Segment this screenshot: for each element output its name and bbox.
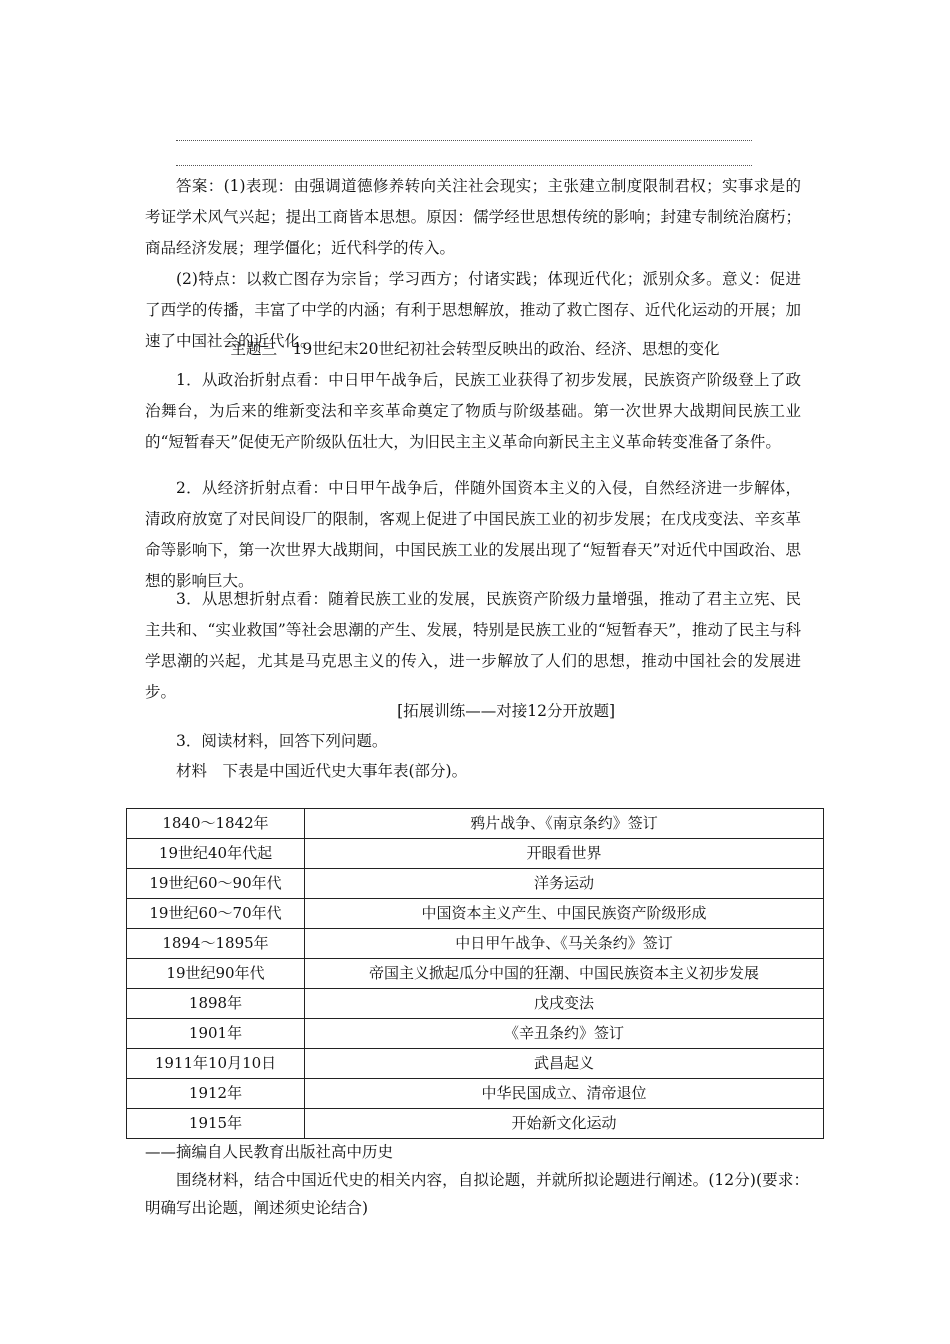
table-row [127, 989, 824, 1019]
table-cell-event: 中国资本主义产生、中国民族资产阶级形成 [305, 899, 824, 929]
table-cell-time: 19世纪40年代起 [127, 839, 305, 869]
table-cell-time: 1912年 [127, 1079, 305, 1109]
table-row [127, 839, 824, 869]
table-cell-time: 1915年 [127, 1109, 305, 1139]
theme-point-3: 3．从思想折射点看：随着民族工业的发展，民族资产阶级力量增强，推动了君主立宪、民主共和、“实业救国”等社会思潮的产生、发展，特别是民族工业的“短暂春天”，推动了民主与科学思潮的兴起，尤其是马克思主义的传入，进一步解放了人们的思想，推动中国社会的发展进步。 [145, 590, 801, 701]
table-row [127, 899, 824, 929]
table-row [127, 929, 824, 959]
table-row [127, 1019, 824, 1049]
chronology-table [126, 808, 824, 1139]
table-cell-event: 洋务运动 [305, 869, 824, 899]
table-cell-time: 1894～1895年 [127, 929, 305, 959]
table-cell-event: 武昌起义 [305, 1049, 824, 1079]
table-cell-time: 19世纪60～90年代 [127, 869, 305, 899]
answer-part-2: (2)特点：以救亡图存为宗旨；学习西方；付诸实践；体现近代化；派别众多。意义：促进了西学的传播，丰富了中学的内涵；有利于思想解放，推动了救亡图存、近代化运动的开展；加速了中国社会的近代化。 [145, 270, 801, 350]
theme-point-1: 1．从政治折射点看：中日甲午战争后，民族工业获得了初步发展，民族资产阶级登上了政治舞台，为后来的维新变法和辛亥革命奠定了物质与阶级基础。第一次世界大战期间民族工业的“短暂春天”促使无产阶级队伍壮大，为旧民主主义革命向新民主主义革命转变准备了条件。 [145, 371, 801, 451]
table-cell-event: 开始新文化运动 [305, 1109, 824, 1139]
table-row [127, 1049, 824, 1079]
table-cell-time: 1901年 [127, 1019, 305, 1049]
theme-title: 主题三 19世纪末20世纪初社会转型反映出的政治、经济、思想的变化 [230, 340, 720, 358]
exercise-heading: [拓展训练——对接12分开放题] [397, 702, 615, 720]
exercise-requirement: (要求：明确写出论题，阐述须史论结合) [145, 1171, 809, 1217]
answer-blank-line-1 [176, 140, 752, 141]
table-cell-event: 中日甲午战争、《马关条约》签订 [305, 929, 824, 959]
table-cell-event: 鸦片战争、《南京条约》签订 [305, 809, 824, 839]
table-cell-event: 戊戌变法 [305, 989, 824, 1019]
exercise-prompt: 围绕材料，结合中国近代史的相关内容，自拟论题，并就所拟论题进行阐述。(12分) [176, 1171, 756, 1189]
table-cell-time: 19世纪60～70年代 [127, 899, 305, 929]
theme-point-2: 2．从经济折射点看：中日甲午战争后，伴随外国资本主义的入侵，自然经济进一步解体，清政府放宽了对民间设厂的限制，客观上促进了中国民族工业的初步发展；在戊戌变法、辛亥革命等影响下，第一次世界大战期间，中国民族工业的发展出现了“短暂春天”对近代中国政治、思想的影响巨大。 [145, 479, 801, 590]
table-row [127, 869, 824, 899]
exercise-prompt-block [145, 1166, 809, 1222]
answer-blank-line-2 [176, 165, 752, 166]
table-row [127, 1109, 824, 1139]
table-cell-time: 1898年 [127, 989, 305, 1019]
table-cell-event: 开眼看世界 [305, 839, 824, 869]
table-cell-event: 中华民国成立、清帝退位 [305, 1079, 824, 1109]
table-source: ——摘编自人民教育出版社高中历史 [145, 1143, 394, 1161]
answer-part-1: 答案：(1)表现：由强调道德修养转向关注社会现实；主张建立制度限制君权；实事求是的考证学术风气兴起；提出工商皆本思想。原因：儒学经世思想传统的影响；封建专制统治腐朽；商品经济发展；理学僵化；近代科学的传入。 [145, 177, 801, 257]
table-cell-event: 帝国主义掀起瓜分中国的狂潮、中国民族资本主义初步发展 [305, 959, 824, 989]
table-row [127, 809, 824, 839]
table-cell-event: 《辛丑条约》签订 [305, 1019, 824, 1049]
table-row [127, 1079, 824, 1109]
material-intro: 材料 下表是中国近代史大事年表(部分)。 [176, 762, 468, 780]
table-cell-time: 1840～1842年 [127, 809, 305, 839]
table-row [127, 959, 824, 989]
table-cell-time: 1911年10月10日 [127, 1049, 305, 1079]
table-cell-time: 19世纪90年代 [127, 959, 305, 989]
exercise-question: 3．阅读材料，回答下列问题。 [176, 732, 388, 750]
